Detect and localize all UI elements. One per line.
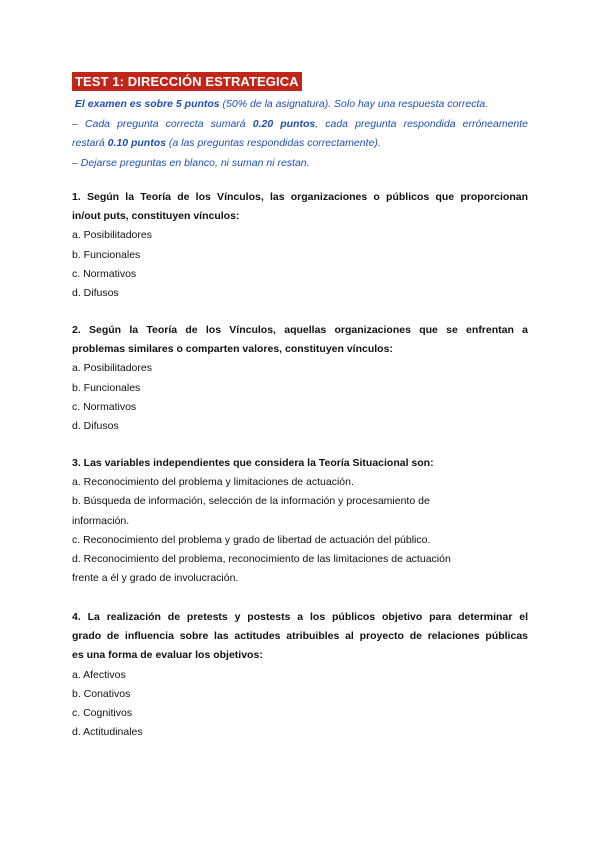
answer-option: a. Reconocimiento del problema y limitaciones de actuación. [72, 476, 354, 489]
question-stem [72, 321, 528, 359]
answer-option: c. Cognitivos [72, 707, 133, 720]
answer-option: d. Reconocimiento del problema, reconocimiento de las limitaciones de actuación [72, 553, 451, 566]
answer-option: d. Difusos [72, 287, 119, 300]
instruction-text: – Cada pregunta correcta sumará [72, 117, 253, 130]
question-stem: 3. Las variables independientes que considera la Teoría Situacional son: [72, 457, 434, 469]
exam-instructions [72, 95, 528, 173]
question-stem [72, 608, 528, 666]
answer-option: d. Actitudinales [72, 726, 143, 739]
page-title: TEST 1: DIRECCIÓN ESTRATEGICA [72, 72, 302, 91]
instruction-emphasis: 0.20 puntos [252, 117, 316, 130]
stem-line: grado de influencia sobre las actitudes atribuibles al proyecto de relaciones públicas [72, 630, 528, 643]
instruction-line [72, 134, 528, 154]
answer-option: b. Búsqueda de información, selección de la información y procesamiento de [72, 495, 430, 508]
instruction-text: , cada pregunta respondida erróneamente [315, 117, 529, 130]
instruction-line [72, 115, 528, 135]
instruction-line: – Dejarse preguntas en blanco, ni suman ni restan. [72, 156, 310, 169]
stem-line: in/out puts, constituyen vínculos: [72, 210, 240, 223]
answer-option: c. Normativos [72, 400, 137, 413]
answer-option: d. Difusos [72, 420, 119, 433]
answer-option: c. Normativos [72, 267, 137, 280]
answer-option-continuation: frente a él y grado de involucración. [72, 572, 239, 585]
answer-option: c. Reconocimiento del problema y grado de libertad de actuación del público. [72, 533, 431, 546]
instruction-text: restará [72, 137, 108, 149]
question-4 [72, 608, 528, 742]
answer-option: a. Posibilitadores [72, 229, 152, 242]
stem-line: 4. La realización de pretests y postests a los públicos objetivo para determinar el [72, 611, 528, 623]
stem-line: 2. Según la Teoría de los Vínculos, aquellas organizaciones que se enfrentan a [72, 324, 528, 336]
answer-option: b. Funcionales [72, 248, 141, 261]
stem-line: problemas similares o comparten valores, constituyen vínculos: [72, 343, 393, 356]
question-stem [72, 188, 528, 226]
instruction-text: (50% de la asignatura). Solo hay una respuesta correcta. [219, 98, 489, 110]
stem-line: 1. Según la Teoría de los Vínculos, las organizaciones o públicos que proporcionan [72, 191, 528, 203]
question-1 [72, 188, 528, 303]
answer-option-continuation: información. [72, 514, 130, 527]
instruction-emphasis: El examen es sobre 5 puntos [74, 98, 220, 110]
answer-option: a. Posibilitadores [72, 362, 152, 375]
question-2 [72, 321, 528, 436]
answer-option: a. Afectivos [72, 668, 126, 681]
stem-line: es una forma de evaluar los objetivos: [72, 649, 263, 662]
question-3 [72, 454, 528, 588]
instruction-line [72, 95, 528, 115]
instruction-text: (a las preguntas respondidas correctamente). [165, 137, 381, 149]
instruction-emphasis: 0.10 puntos [107, 137, 166, 149]
answer-option: b. Conativos [72, 687, 131, 700]
answer-option: b. Funcionales [72, 381, 141, 394]
